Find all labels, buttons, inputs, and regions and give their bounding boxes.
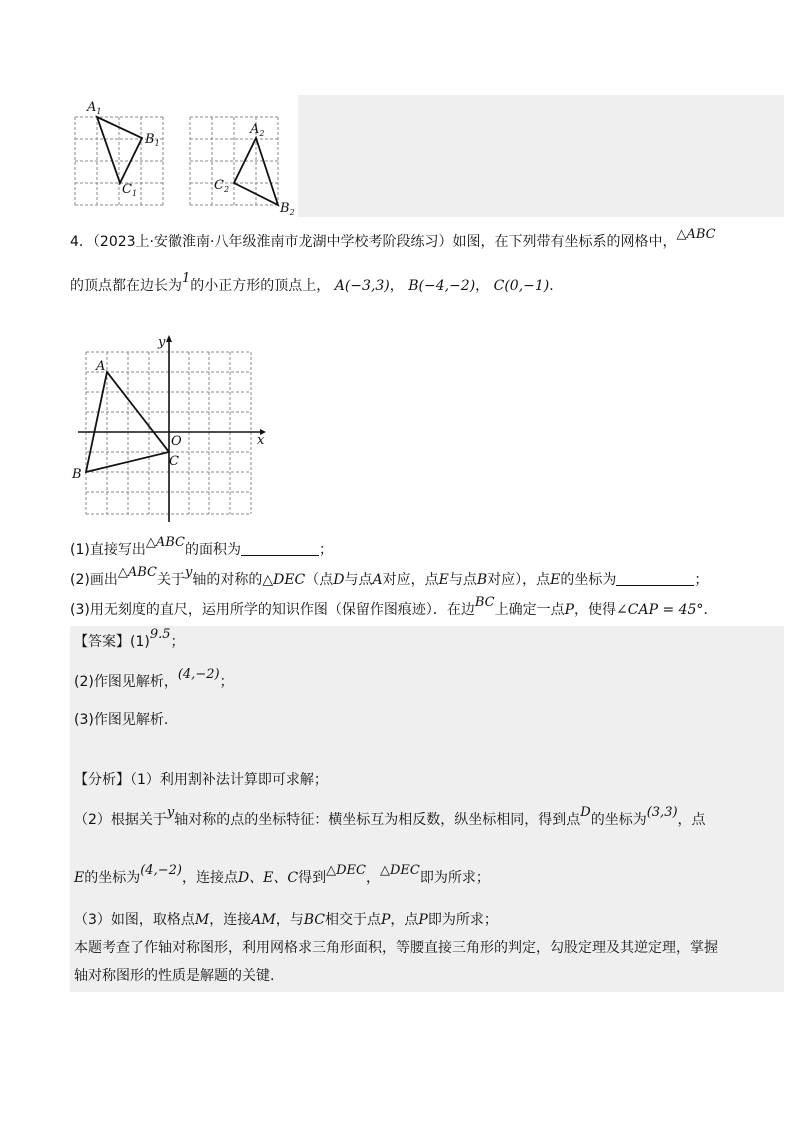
question-2: (2)画出△ABC关于y轴的对称的△DEC（点D与点A对应，点E与点B对应），点E的坐标为 ； [70, 565, 709, 588]
analysis-line-6: 轴对称图形的性质是解题的关键. [74, 968, 275, 984]
answer-label: 【答案】 [74, 634, 130, 650]
analysis-label: 【分析】 [74, 772, 130, 788]
point-b: B(−4,−2) [408, 278, 476, 294]
question-1: (1)直接写出△ABC的面积为 ； [70, 535, 333, 558]
analysis-line-2: （2）根据关于y轴对称的点的坐标特征：横坐标互为相反数，纵坐标相同，得到点D的坐标为(3,3)，点 [74, 805, 706, 828]
svg-text:A1: $A_1$ [87, 100, 102, 116]
svg-text:C1: $C_1$ [122, 182, 138, 198]
coordinate-grid-figure [70, 330, 280, 528]
point-c: C(0,−1) [493, 278, 550, 294]
answer-blank-2[interactable] [616, 571, 694, 586]
origin-label: O [171, 434, 182, 449]
label-c: C [169, 454, 179, 469]
svg-text:B1: $B_1$ [145, 132, 160, 148]
point-a: A(−3,3) [334, 278, 390, 294]
analysis-line-5: 本题考查了作轴对称图形，利用网格求三角形面积，等腰直接三角形的判定，勾股定理及其逆定理，掌握 [74, 940, 718, 956]
svg-text:A2: $A_2$ [250, 122, 265, 138]
answer-blank-1[interactable] [241, 541, 319, 556]
x-axis-label: x [257, 433, 265, 448]
analysis-line-3: E的坐标为(4,−2)，连接点D、E、C得到△DEC，△DEC即为所求； [74, 863, 490, 886]
svg-text:C2: $C_2$ [214, 178, 230, 194]
answer-line-2: (2)作图见解析，(4,−2)； [74, 667, 234, 690]
problem-source: （2023上·安徽淮南·八年级淮南市龙湖中学校考阶段练习）如图，在下列带有坐标系的网格中， [92, 234, 677, 250]
label-b: B [72, 467, 82, 482]
top-reflection-figure [70, 95, 298, 217]
analysis-line-1: 【分析】（1）利用割补法计算即可求解； [74, 772, 328, 788]
y-axis-label: y [158, 335, 166, 350]
problem-line-2: 的顶点都在边长为1的小正方形的顶点上， A(−3,3)， B(−4,−2)， C(0,−1). [70, 271, 554, 294]
answer-line-1: 【答案】(1)9.5； [74, 627, 185, 650]
problem-number: 4． [70, 234, 93, 250]
answer-line-3: (3)作图见解析. [74, 712, 169, 728]
label-a: A [96, 359, 106, 374]
question-3: (3)用无刻度的直尺，运用所学的知识作图（保留作图痕迹）．在边BC上确定一点P，使得∠CAP = 45°． [70, 595, 718, 618]
svg-text:B2: $B_2$ [280, 201, 295, 217]
label-a1: A [87, 100, 97, 115]
problem-line-1: 4．（2023上·安徽淮南·八年级淮南市龙湖中学校考阶段练习）如图，在下列带有坐标系的网格中，△ABC [70, 227, 716, 250]
analysis-line-4: （3）如图，取格点M，连接AM，与BC相交于点P，点P即为所求； [74, 912, 498, 928]
